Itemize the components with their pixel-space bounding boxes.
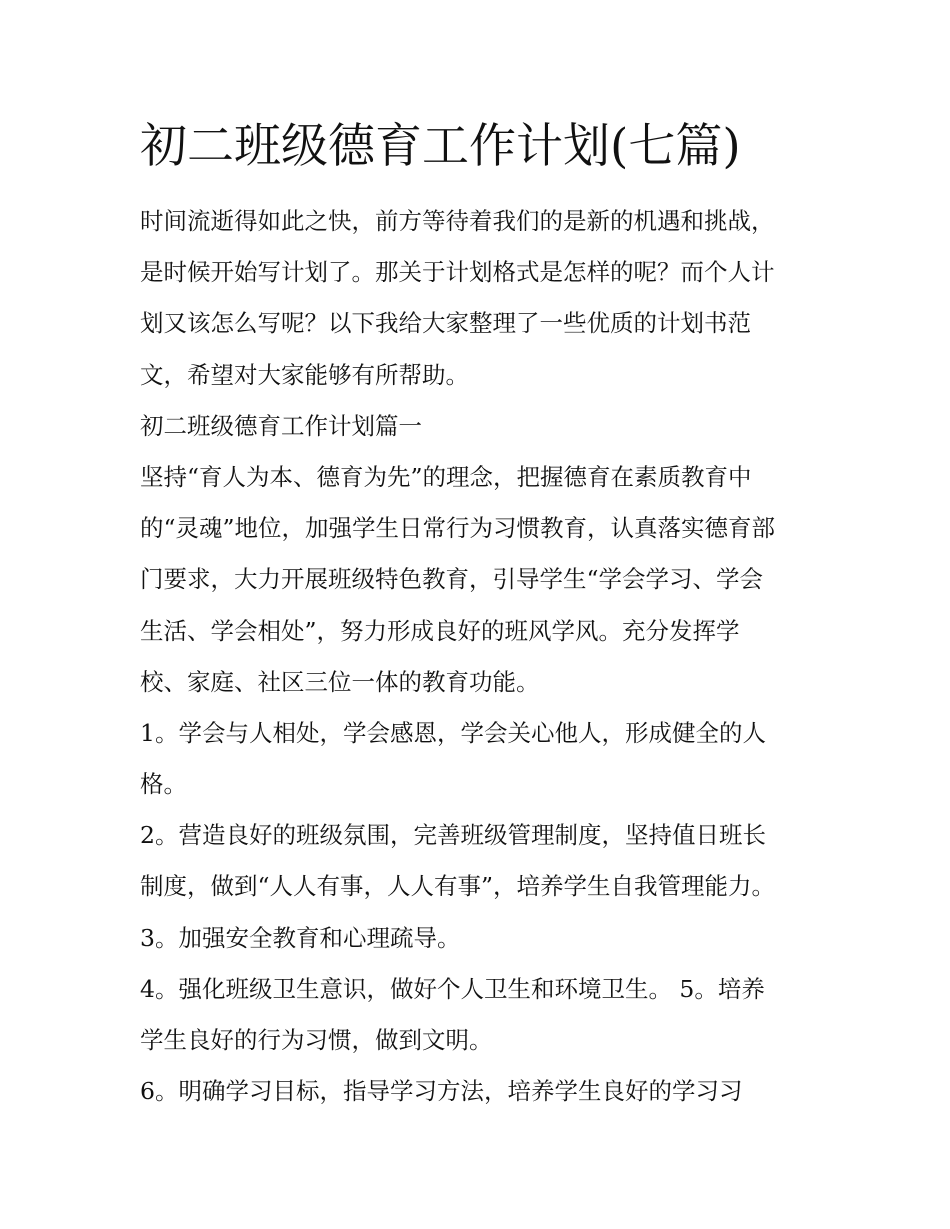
list-item-2-line-2: 制度，做到“人人有事，人人有事”，培养学生自我管理能力。 [140, 872, 776, 901]
list-item-2-line-1: 2。营造良好的班级氛围，完善班级管理制度，坚持值日班长 [140, 821, 766, 850]
body-line-1: 时间流逝得如此之快，前方等待着我们的是新的机遇和挑战， [140, 207, 775, 235]
body-line-8: 门要求，大力开展班级特色教育，引导学生“学会学习、学会 [140, 565, 764, 594]
list-item-1-line-2: 格。 [140, 770, 187, 799]
section-heading: 初二班级德育工作计划篇一 [140, 411, 422, 440]
list-item-6-line-1: 6。明确学习目标，指导学习方法，培养学生良好的学习习 [140, 1077, 743, 1106]
list-item-3: 3。加强安全教育和心理疏导。 [140, 923, 461, 952]
body-line-3: 划又该怎么写呢？以下我给大家整理了一些优质的计划书范 [140, 309, 751, 338]
body-line-4: 文，希望对大家能够有所帮助。 [140, 360, 469, 389]
list-item-4-5-line-1: 4。强化班级卫生意识，做好个人卫生和环境卫生。 5。培养 [140, 974, 765, 1003]
body-line-7: 的“灵魂”地位，加强学生日常行为习惯教育，认真落实德育部 [140, 514, 776, 543]
body-line-6: 坚持“育人为本、德育为先”的理念，把握德育在素质教育中 [140, 462, 752, 491]
document-body [140, 196, 830, 1117]
document-title: 初二班级德育工作计划(七篇) [140, 119, 741, 174]
body-line-2: 是时候开始写计划了。那关于计划格式是怎样的呢？而个人计 [140, 258, 775, 287]
body-line-10: 校、家庭、社区三位一体的教育功能。 [140, 667, 540, 696]
list-item-5-line-2: 学生良好的行为习惯，做到文明。 [140, 1026, 493, 1054]
body-line-9: 生活、学会相处”，努力形成良好的班风学风。充分发挥学 [140, 616, 740, 645]
list-item-1-line-1: 1。学会与人相处，学会感恩，学会关心他人，形成健全的人 [140, 718, 766, 747]
